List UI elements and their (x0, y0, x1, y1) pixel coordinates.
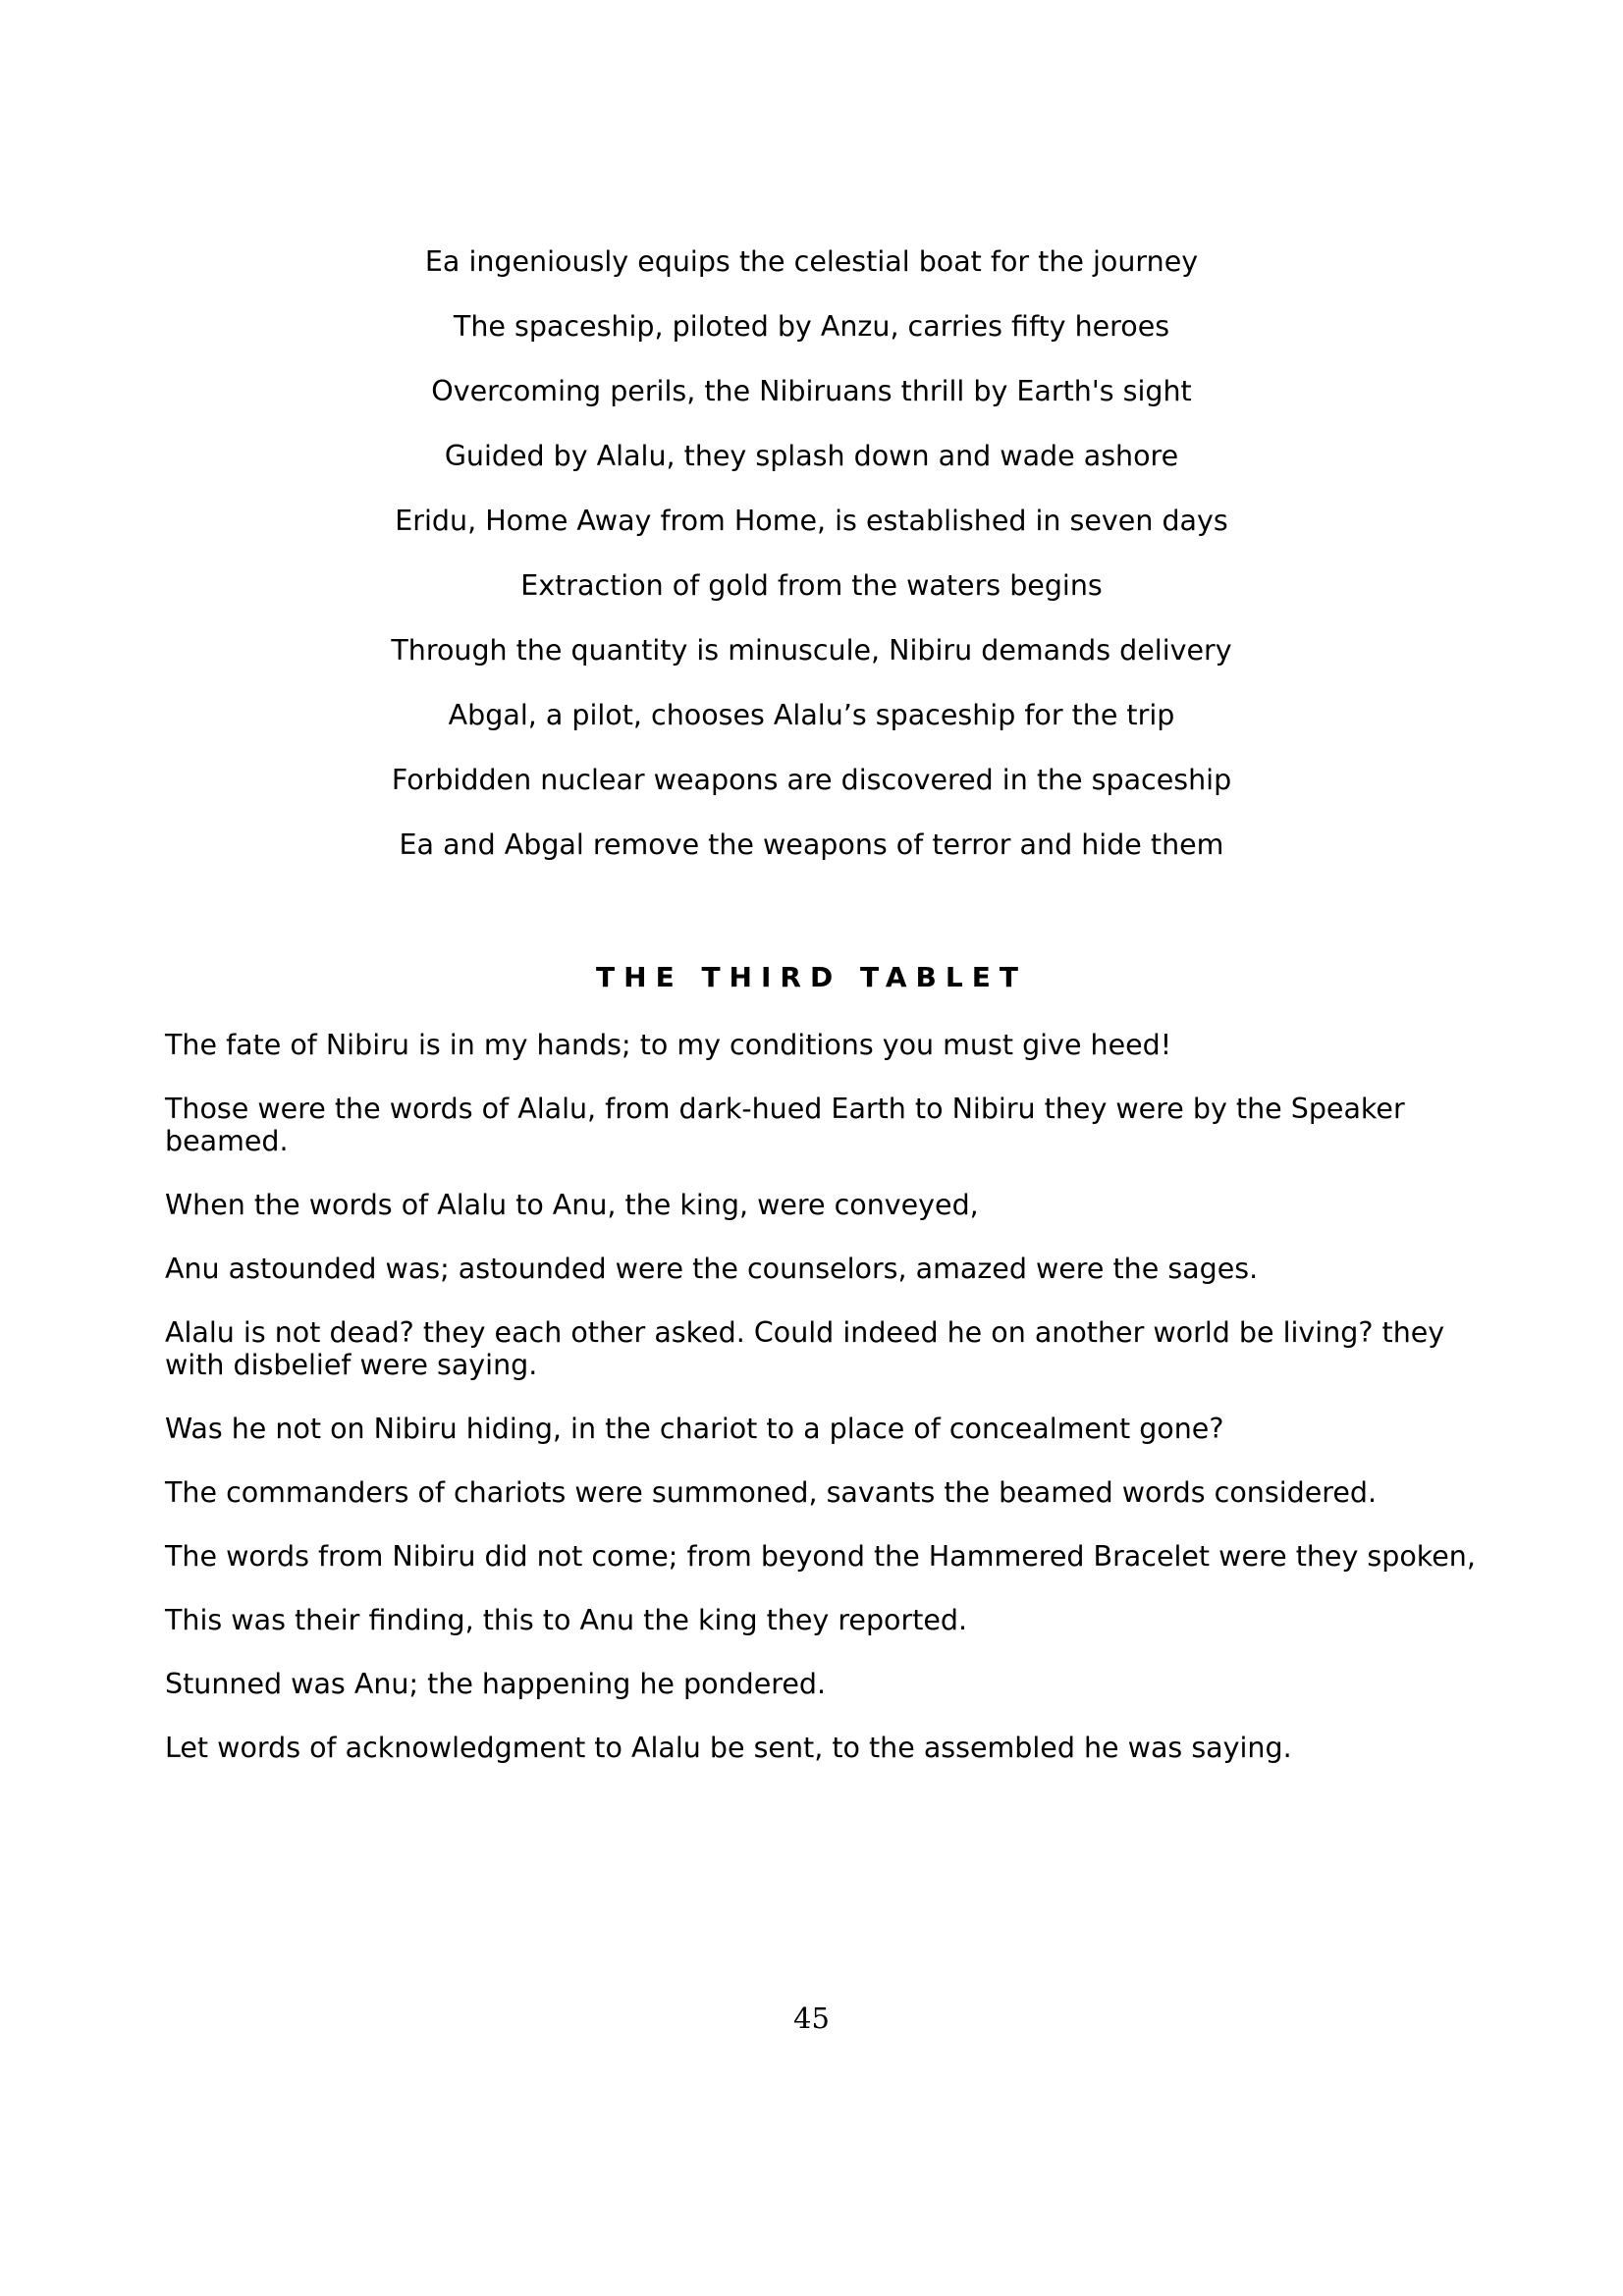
verse-paragraph: The fate of Nibiru is in my hands; to my conditions you must give heed! (165, 1029, 1172, 1061)
summary-line: Extraction of gold from the waters begins (520, 569, 1103, 602)
verse-paragraph: Was he not on Nibiru hiding, in the chariot to a place of concealment gone? (165, 1413, 1224, 1445)
summary-line: Ea and Abgal remove the weapons of terror and hide them (399, 828, 1224, 861)
verse-paragraph: This was their finding, this to Anu the king they reported. (165, 1604, 968, 1636)
verse-paragraph: Those were the words of Alalu, from dark-hued Earth to Nibiru they were by the Speaker beamed. (165, 1093, 1405, 1157)
page-number: 45 (793, 2002, 830, 2035)
summary-line: Ea ingeniously equips the celestial boat for the journey (424, 245, 1199, 278)
summary-line: Overcoming perils, the Nibiruans thrill by Earth's sight (431, 375, 1192, 407)
section-heading: THE THIRD TABLET (596, 961, 1027, 993)
summary-line: Eridu, Home Away from Home, is established in seven days (395, 505, 1228, 537)
verse-paragraph: Stunned was Anu; the happening he pondered. (165, 1668, 827, 1700)
summary-line: The spaceship, piloted by Anzu, carries fifty heroes (453, 310, 1170, 343)
summary-line: Abgal, a pilot, chooses Alalu’s spaceship for the trip (448, 699, 1175, 731)
chapter-summary-list (0, 245, 1623, 893)
verse-paragraph: Let words of acknowledgment to Alalu be sent, to the assembled he was saying. (165, 1732, 1292, 1764)
verse-paragraph: The commanders of chariots were summoned, savants the beamed words considered. (165, 1476, 1378, 1509)
verse-paragraph: Alalu is not dead? they each other asked. Could indeed he on another world be living? they with disbelief were saying. (165, 1316, 1445, 1381)
verse-body (165, 1029, 1481, 1795)
summary-line: Through the quantity is minuscule, Nibiru demands delivery (391, 634, 1232, 667)
summary-line: Guided by Alalu, they splash down and wade ashore (444, 440, 1179, 472)
verse-paragraph: The words from Nibiru did not come; from beyond the Hammered Bracelet were they spoken, (165, 1540, 1476, 1573)
verse-paragraph: Anu astounded was; astounded were the counselors, amazed were the sages. (165, 1253, 1259, 1285)
verse-paragraph: When the words of Alalu to Anu, the king, were conveyed, (165, 1189, 979, 1221)
summary-line: Forbidden nuclear weapons are discovered in the spaceship (391, 764, 1232, 796)
